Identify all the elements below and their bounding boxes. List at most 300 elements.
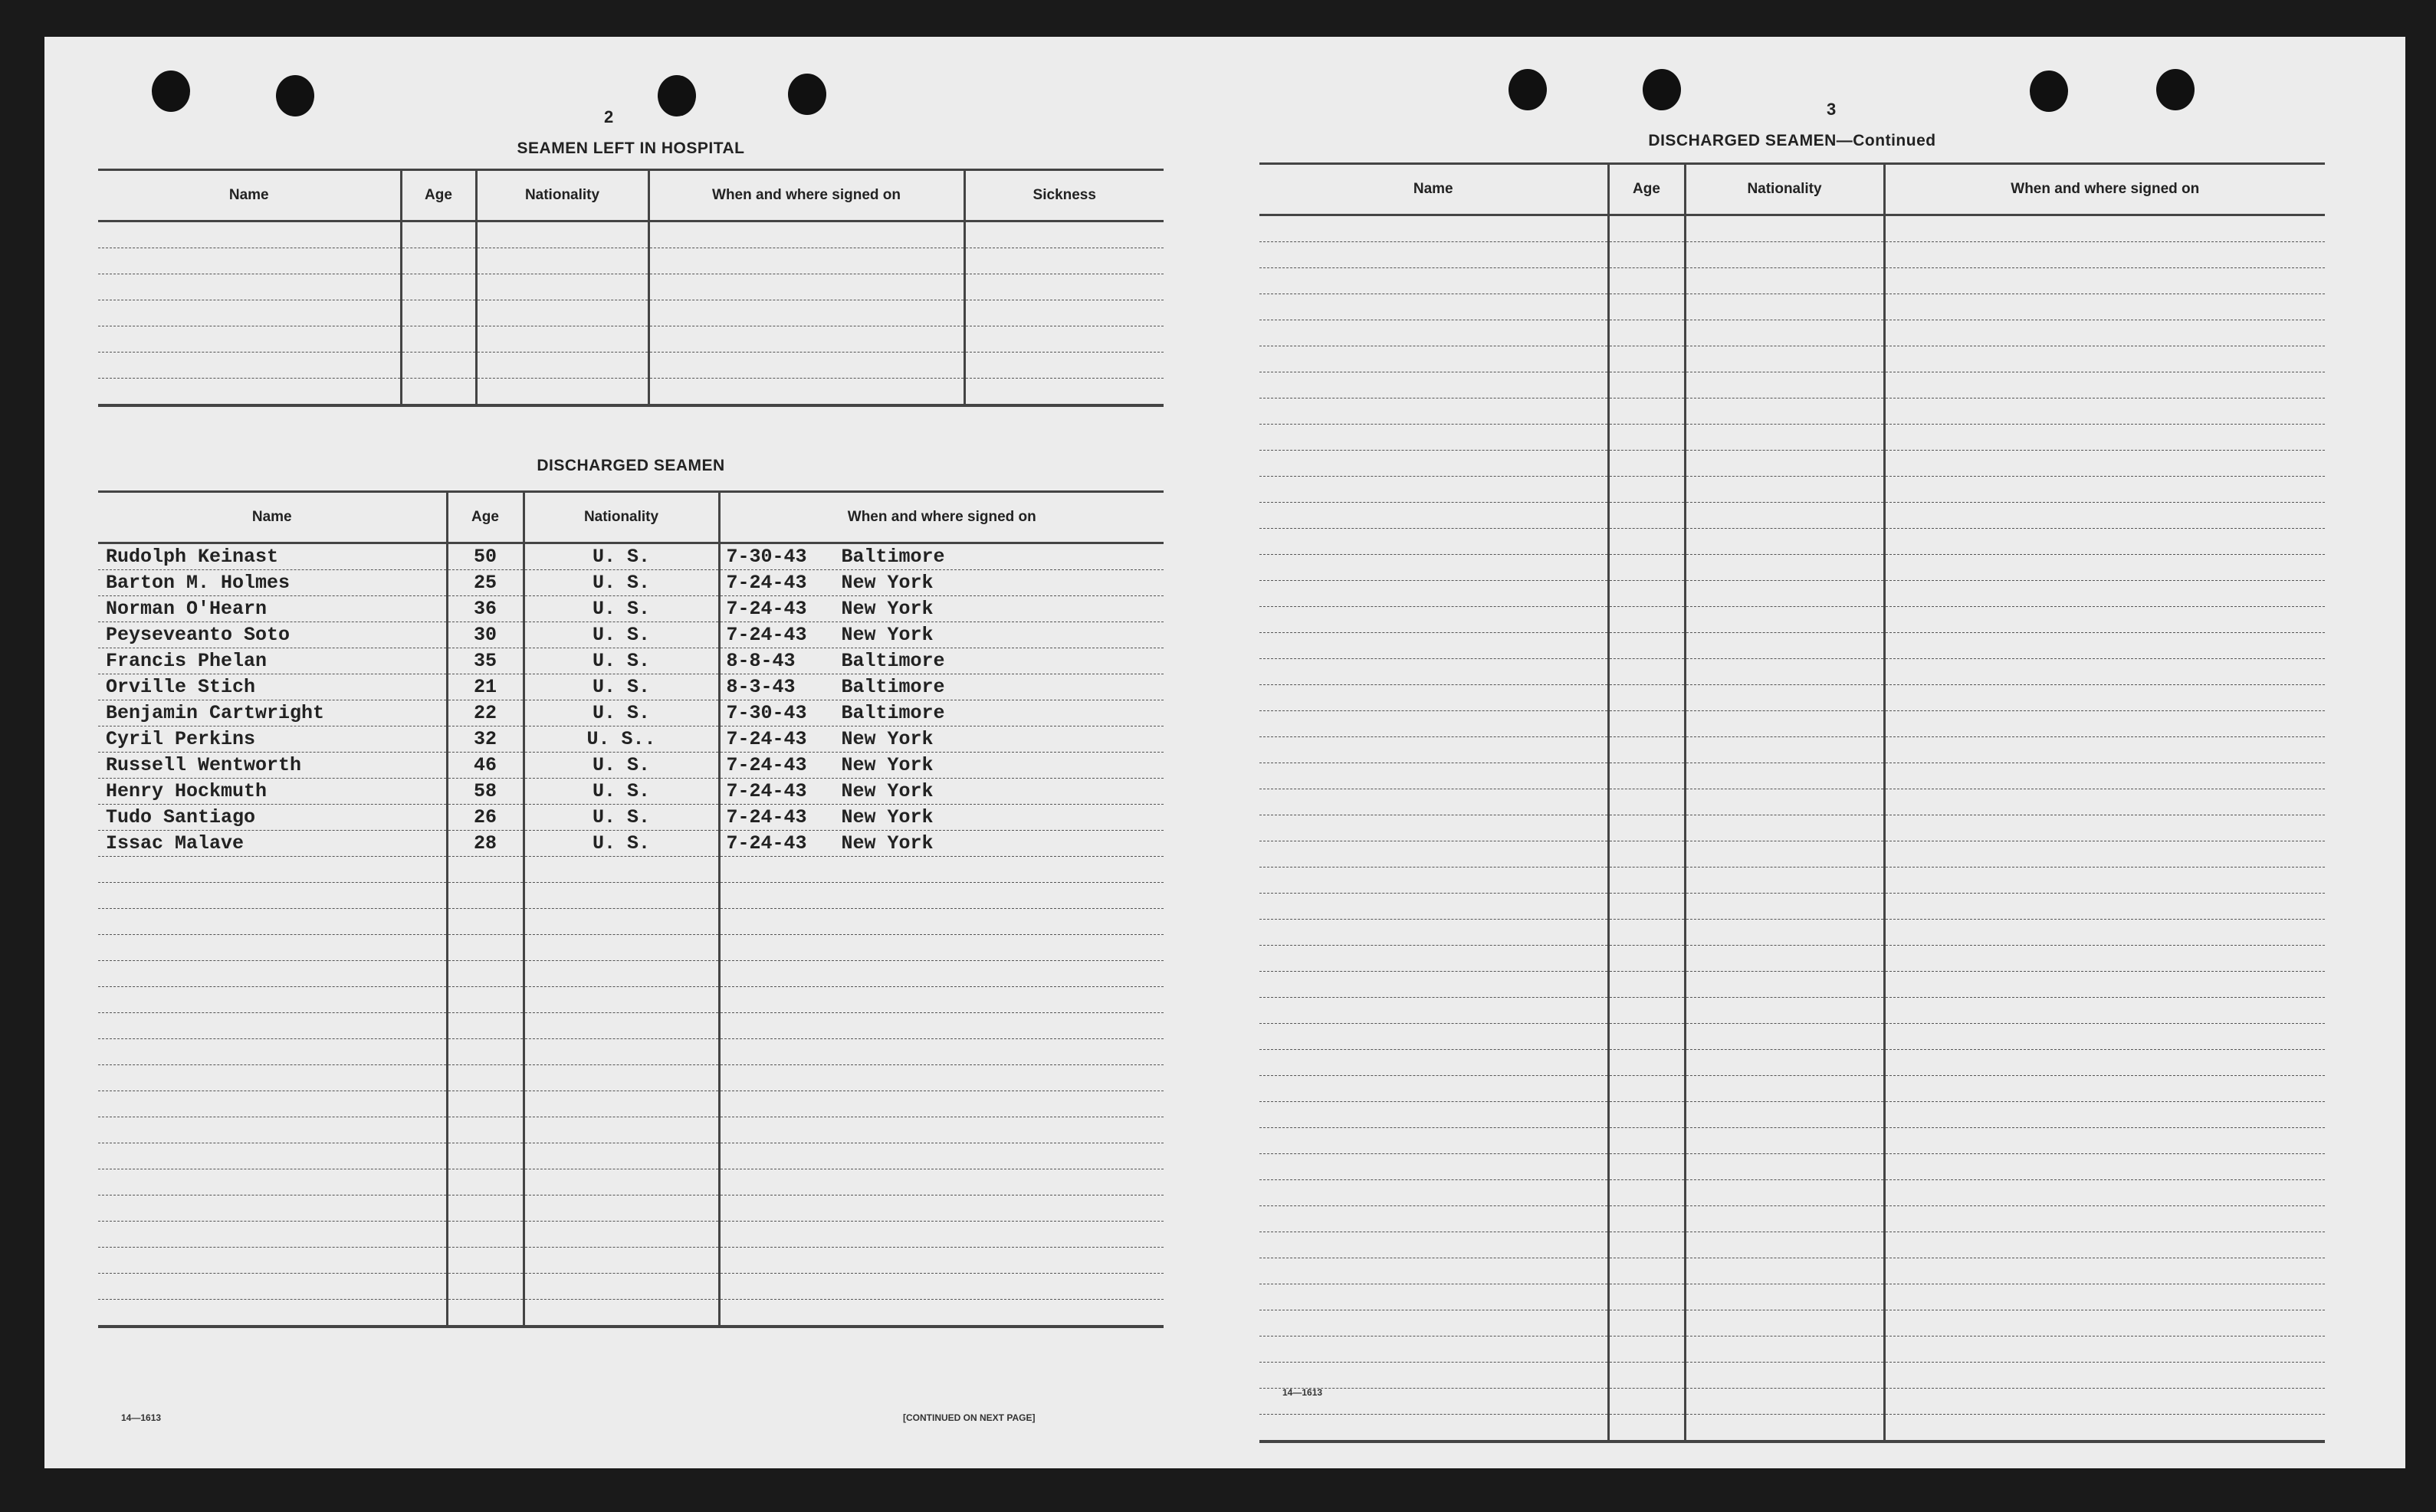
seaman-nationality bbox=[524, 909, 719, 935]
signed-on-date: 7-24-43 bbox=[726, 728, 807, 750]
seaman-name bbox=[98, 1065, 447, 1091]
table-row bbox=[98, 1065, 1164, 1091]
table-cell bbox=[1608, 1337, 1685, 1363]
table-row bbox=[1259, 215, 2325, 242]
table-cell bbox=[1259, 841, 1608, 868]
table-cell bbox=[1884, 1337, 2325, 1363]
table-cell bbox=[1259, 372, 1608, 398]
seaman-age bbox=[447, 1274, 524, 1300]
table-cell bbox=[648, 248, 964, 274]
col-header-nationality: Nationality bbox=[524, 492, 719, 543]
seaman-name bbox=[98, 1169, 447, 1195]
table-cell bbox=[401, 379, 476, 406]
table-cell bbox=[1884, 1284, 2325, 1310]
table-cell bbox=[98, 274, 401, 300]
seaman-age bbox=[447, 1300, 524, 1327]
seaman-signed-on bbox=[719, 1248, 1164, 1274]
table-row bbox=[98, 779, 1164, 805]
table-cell bbox=[1608, 477, 1685, 503]
table-row bbox=[1259, 1337, 2325, 1363]
signed-on-place: New York bbox=[841, 754, 934, 776]
signed-on-date: 8-3-43 bbox=[726, 676, 796, 698]
table-cell bbox=[1259, 737, 1608, 763]
table-cell bbox=[1884, 972, 2325, 998]
table-row bbox=[98, 831, 1164, 857]
table-cell bbox=[1685, 1337, 1884, 1363]
seaman-nationality bbox=[524, 1248, 719, 1274]
seaman-age bbox=[447, 935, 524, 961]
seaman-age: 35 bbox=[447, 648, 524, 674]
table-cell bbox=[1685, 581, 1884, 607]
seaman-nationality bbox=[524, 857, 719, 883]
table-cell bbox=[1259, 789, 1608, 815]
table-cell bbox=[401, 353, 476, 379]
table-cell bbox=[1259, 242, 1608, 268]
hospital-table bbox=[98, 169, 1164, 407]
table-cell bbox=[1259, 1180, 1608, 1206]
table-cell bbox=[1884, 1076, 2325, 1102]
seaman-nationality bbox=[524, 1195, 719, 1222]
seaman-signed-on bbox=[719, 935, 1164, 961]
table-cell bbox=[1884, 1024, 2325, 1050]
table-cell bbox=[1884, 1258, 2325, 1284]
table-cell bbox=[1608, 1180, 1685, 1206]
seaman-signed-on bbox=[719, 700, 1164, 726]
table-cell bbox=[1608, 1363, 1685, 1389]
table-row bbox=[98, 987, 1164, 1013]
table-row bbox=[98, 274, 1164, 300]
table-cell bbox=[98, 221, 401, 248]
table-row bbox=[98, 674, 1164, 700]
discharged-continued-table bbox=[1259, 162, 2325, 1443]
col-header-age: Age bbox=[1608, 164, 1685, 215]
table-cell bbox=[648, 221, 964, 248]
seaman-age bbox=[447, 1248, 524, 1274]
table-cell bbox=[1608, 737, 1685, 763]
seaman-signed-on bbox=[719, 648, 1164, 674]
hospital-section-title: SEAMEN LEFT IN HOSPITAL bbox=[517, 139, 745, 157]
table-row bbox=[1259, 998, 2325, 1024]
table-cell bbox=[1259, 529, 1608, 555]
seaman-signed-on bbox=[719, 883, 1164, 909]
table-cell bbox=[1608, 1389, 1685, 1415]
table-cell bbox=[1259, 685, 1608, 711]
table-row bbox=[1259, 1180, 2325, 1206]
table-cell bbox=[1884, 763, 2325, 789]
table-row bbox=[1259, 737, 2325, 763]
table-row bbox=[1259, 1284, 2325, 1310]
table-cell bbox=[1884, 372, 2325, 398]
table-cell bbox=[1884, 841, 2325, 868]
seaman-age: 50 bbox=[447, 543, 524, 570]
table-cell bbox=[1685, 633, 1884, 659]
table-cell bbox=[1608, 841, 1685, 868]
table-row bbox=[98, 622, 1164, 648]
seaman-name bbox=[98, 883, 447, 909]
table-cell bbox=[1259, 503, 1608, 529]
table-row bbox=[1259, 633, 2325, 659]
table-row bbox=[98, 353, 1164, 379]
table-cell bbox=[1685, 346, 1884, 372]
seaman-name bbox=[98, 1143, 447, 1169]
table-cell bbox=[964, 248, 1164, 274]
table-cell bbox=[1259, 425, 1608, 451]
table-cell bbox=[1259, 1258, 1608, 1284]
table-cell bbox=[401, 326, 476, 353]
table-cell bbox=[1259, 920, 1608, 946]
seaman-name bbox=[98, 1248, 447, 1274]
table-row bbox=[98, 857, 1164, 883]
seaman-nationality bbox=[524, 1169, 719, 1195]
table-cell bbox=[964, 300, 1164, 326]
table-row bbox=[98, 1039, 1164, 1065]
table-cell bbox=[1884, 215, 2325, 242]
table-cell bbox=[1685, 1363, 1884, 1389]
col-header-age: Age bbox=[401, 170, 476, 221]
seaman-name bbox=[98, 1274, 447, 1300]
table-row bbox=[1259, 320, 2325, 346]
table-cell bbox=[1884, 659, 2325, 685]
table-cell bbox=[1685, 998, 1884, 1024]
signed-on-place: Baltimore bbox=[841, 702, 945, 724]
seaman-age: 36 bbox=[447, 596, 524, 622]
seaman-name bbox=[98, 961, 447, 987]
table-cell bbox=[1608, 320, 1685, 346]
table-cell bbox=[1685, 320, 1884, 346]
table-cell bbox=[1259, 1232, 1608, 1258]
signed-on-date: 7-24-43 bbox=[726, 572, 807, 594]
table-cell bbox=[1884, 1389, 2325, 1415]
table-cell bbox=[1685, 711, 1884, 737]
table-row bbox=[1259, 1076, 2325, 1102]
seaman-nationality bbox=[524, 1117, 719, 1143]
table-cell bbox=[1259, 659, 1608, 685]
table-cell bbox=[1685, 1389, 1884, 1415]
table-cell bbox=[476, 353, 648, 379]
seaman-age bbox=[447, 857, 524, 883]
seaman-nationality: U. S. bbox=[524, 648, 719, 674]
signed-on-place: Baltimore bbox=[841, 676, 945, 698]
seaman-nationality bbox=[524, 1143, 719, 1169]
continued-note: [CONTINUED ON NEXT PAGE] bbox=[903, 1412, 1036, 1423]
table-row bbox=[98, 248, 1164, 274]
table-cell bbox=[1884, 1180, 2325, 1206]
table-cell bbox=[1608, 998, 1685, 1024]
table-cell bbox=[1608, 1284, 1685, 1310]
table-cell bbox=[1685, 529, 1884, 555]
table-row bbox=[98, 1143, 1164, 1169]
table-cell bbox=[1608, 215, 1685, 242]
table-cell bbox=[401, 221, 476, 248]
punch-hole bbox=[276, 75, 314, 116]
table-row bbox=[98, 379, 1164, 406]
signed-on-date: 7-24-43 bbox=[726, 780, 807, 802]
punch-hole bbox=[658, 75, 696, 116]
table-row bbox=[1259, 294, 2325, 320]
table-row bbox=[1259, 1258, 2325, 1284]
table-cell bbox=[1608, 294, 1685, 320]
table-cell bbox=[1685, 242, 1884, 268]
table-row bbox=[1259, 1128, 2325, 1154]
table-row bbox=[98, 326, 1164, 353]
col-header-nationality: Nationality bbox=[1685, 164, 1884, 215]
table-row bbox=[1259, 555, 2325, 581]
table-row bbox=[1259, 972, 2325, 998]
table-row bbox=[98, 1117, 1164, 1143]
seaman-signed-on bbox=[719, 857, 1164, 883]
form-number: 14—1613 bbox=[1282, 1387, 1323, 1398]
seaman-signed-on bbox=[719, 805, 1164, 831]
punch-hole bbox=[788, 74, 826, 115]
table-cell bbox=[1608, 1024, 1685, 1050]
seaman-name: Peyseveanto Soto bbox=[98, 622, 447, 648]
table-cell bbox=[98, 353, 401, 379]
table-row bbox=[98, 883, 1164, 909]
table-cell bbox=[1259, 1206, 1608, 1232]
table-cell bbox=[1259, 268, 1608, 294]
seaman-name bbox=[98, 1091, 447, 1117]
table-row bbox=[1259, 607, 2325, 633]
seaman-name: Benjamin Cartwright bbox=[98, 700, 447, 726]
table-cell bbox=[1259, 711, 1608, 737]
seaman-age bbox=[447, 1013, 524, 1039]
seaman-nationality bbox=[524, 883, 719, 909]
table-row bbox=[1259, 1050, 2325, 1076]
punch-hole bbox=[152, 71, 190, 112]
seaman-nationality: U. S. bbox=[524, 805, 719, 831]
table-cell bbox=[401, 274, 476, 300]
table-cell bbox=[1608, 1415, 1685, 1442]
table-cell bbox=[1685, 1284, 1884, 1310]
seaman-age bbox=[447, 1169, 524, 1195]
seaman-age: 46 bbox=[447, 753, 524, 779]
seaman-nationality: U. S. bbox=[524, 753, 719, 779]
table-cell bbox=[1608, 1206, 1685, 1232]
table-cell bbox=[1259, 763, 1608, 789]
table-cell bbox=[98, 248, 401, 274]
table-row bbox=[1259, 894, 2325, 920]
seaman-age: 21 bbox=[447, 674, 524, 700]
table-cell bbox=[1884, 737, 2325, 763]
table-cell bbox=[1884, 1206, 2325, 1232]
table-cell bbox=[1608, 346, 1685, 372]
table-row bbox=[1259, 946, 2325, 972]
seaman-age: 30 bbox=[447, 622, 524, 648]
seaman-age: 58 bbox=[447, 779, 524, 805]
table-cell bbox=[1685, 425, 1884, 451]
table-cell bbox=[1884, 1363, 2325, 1389]
table-cell bbox=[1884, 789, 2325, 815]
seaman-name: Henry Hockmuth bbox=[98, 779, 447, 805]
table-row bbox=[1259, 581, 2325, 607]
table-row bbox=[1259, 425, 2325, 451]
seaman-signed-on bbox=[719, 831, 1164, 857]
seaman-nationality: U. S. bbox=[524, 622, 719, 648]
table-cell bbox=[1685, 1076, 1884, 1102]
table-cell bbox=[1608, 868, 1685, 894]
table-row bbox=[1259, 659, 2325, 685]
table-row bbox=[98, 1222, 1164, 1248]
table-cell bbox=[964, 221, 1164, 248]
seaman-nationality: U. S. bbox=[524, 570, 719, 596]
table-cell bbox=[476, 248, 648, 274]
table-cell bbox=[1259, 633, 1608, 659]
table-row bbox=[1259, 1363, 2325, 1389]
signed-on-place: New York bbox=[841, 598, 934, 620]
signed-on-date: 7-24-43 bbox=[726, 806, 807, 828]
table-cell bbox=[1685, 398, 1884, 425]
seaman-name bbox=[98, 987, 447, 1013]
table-cell bbox=[1608, 763, 1685, 789]
table-cell bbox=[1884, 529, 2325, 555]
table-cell bbox=[1685, 607, 1884, 633]
seaman-name: Barton M. Holmes bbox=[98, 570, 447, 596]
table-row bbox=[98, 221, 1164, 248]
table-cell bbox=[1884, 685, 2325, 711]
seaman-age bbox=[447, 1195, 524, 1222]
seaman-signed-on bbox=[719, 1274, 1164, 1300]
table-cell bbox=[1259, 1284, 1608, 1310]
seaman-signed-on bbox=[719, 622, 1164, 648]
table-cell bbox=[1608, 268, 1685, 294]
signed-on-date: 7-30-43 bbox=[726, 702, 807, 724]
table-cell bbox=[1608, 659, 1685, 685]
table-cell bbox=[1259, 320, 1608, 346]
seaman-signed-on bbox=[719, 1117, 1164, 1143]
table-cell bbox=[1685, 294, 1884, 320]
table-cell bbox=[1685, 215, 1884, 242]
col-header-when-where: When and where signed on bbox=[1884, 164, 2325, 215]
seaman-nationality bbox=[524, 961, 719, 987]
table-cell bbox=[1608, 1258, 1685, 1284]
table-cell bbox=[1884, 1310, 2325, 1337]
table-cell bbox=[1685, 868, 1884, 894]
form-number: 14—1613 bbox=[121, 1412, 162, 1423]
table-cell bbox=[1259, 815, 1608, 841]
table-row bbox=[1259, 1232, 2325, 1258]
table-row bbox=[98, 805, 1164, 831]
table-cell bbox=[1685, 815, 1884, 841]
seaman-signed-on bbox=[719, 1143, 1164, 1169]
table-cell bbox=[1259, 894, 1608, 920]
table-cell bbox=[401, 248, 476, 274]
table-row bbox=[1259, 763, 2325, 789]
col-header-name: Name bbox=[1259, 164, 1608, 215]
table-cell bbox=[1608, 972, 1685, 998]
table-cell bbox=[1884, 633, 2325, 659]
seaman-nationality bbox=[524, 1274, 719, 1300]
table-cell bbox=[1608, 1050, 1685, 1076]
seaman-nationality bbox=[524, 1065, 719, 1091]
seaman-signed-on bbox=[719, 1065, 1164, 1091]
seaman-signed-on bbox=[719, 961, 1164, 987]
table-cell bbox=[1884, 1154, 2325, 1180]
seaman-age bbox=[447, 883, 524, 909]
table-row bbox=[1259, 1024, 2325, 1050]
table-cell bbox=[1259, 346, 1608, 372]
table-row bbox=[98, 1248, 1164, 1274]
table-cell bbox=[1608, 946, 1685, 972]
table-cell bbox=[1884, 346, 2325, 372]
table-row bbox=[1259, 503, 2325, 529]
signed-on-date: 8-8-43 bbox=[726, 650, 796, 672]
table-cell bbox=[1259, 1128, 1608, 1154]
seaman-signed-on bbox=[719, 674, 1164, 700]
seaman-name: Tudo Santiago bbox=[98, 805, 447, 831]
seaman-name: Cyril Perkins bbox=[98, 726, 447, 753]
table-row bbox=[98, 1013, 1164, 1039]
table-cell bbox=[1685, 763, 1884, 789]
table-cell bbox=[1608, 920, 1685, 946]
table-cell bbox=[1884, 1415, 2325, 1442]
table-cell bbox=[1608, 1232, 1685, 1258]
seaman-age: 25 bbox=[447, 570, 524, 596]
signed-on-date: 7-30-43 bbox=[726, 546, 807, 568]
seaman-name bbox=[98, 909, 447, 935]
table-row bbox=[1259, 1154, 2325, 1180]
seaman-signed-on bbox=[719, 753, 1164, 779]
table-cell bbox=[1259, 868, 1608, 894]
seaman-nationality: U. S.. bbox=[524, 726, 719, 753]
seaman-name bbox=[98, 1013, 447, 1039]
table-row bbox=[1259, 372, 2325, 398]
seaman-nationality: U. S. bbox=[524, 831, 719, 857]
seaman-age bbox=[447, 961, 524, 987]
table-cell bbox=[1884, 607, 2325, 633]
table-cell bbox=[1259, 946, 1608, 972]
seaman-signed-on bbox=[719, 726, 1164, 753]
table-cell bbox=[1608, 894, 1685, 920]
seaman-name: Issac Malave bbox=[98, 831, 447, 857]
table-row bbox=[1259, 711, 2325, 737]
table-row bbox=[98, 648, 1164, 674]
table-row bbox=[98, 1091, 1164, 1117]
seaman-name bbox=[98, 1117, 447, 1143]
table-cell bbox=[1608, 1310, 1685, 1337]
page-number: 2 bbox=[604, 107, 614, 126]
table-cell bbox=[1259, 607, 1608, 633]
table-cell bbox=[648, 274, 964, 300]
table-cell bbox=[1259, 1024, 1608, 1050]
seaman-name bbox=[98, 1300, 447, 1327]
table-cell bbox=[1685, 920, 1884, 946]
table-cell bbox=[1259, 398, 1608, 425]
seaman-nationality: U. S. bbox=[524, 543, 719, 570]
col-header-when-where: When and where signed on bbox=[648, 170, 964, 221]
table-cell bbox=[1608, 1076, 1685, 1102]
table-cell bbox=[1685, 503, 1884, 529]
signed-on-place: Baltimore bbox=[841, 546, 945, 568]
table-cell bbox=[1884, 268, 2325, 294]
seaman-age bbox=[447, 909, 524, 935]
table-cell bbox=[1685, 894, 1884, 920]
seaman-signed-on bbox=[719, 596, 1164, 622]
table-cell bbox=[1608, 607, 1685, 633]
table-cell bbox=[1685, 555, 1884, 581]
table-cell bbox=[1685, 789, 1884, 815]
seaman-nationality bbox=[524, 1091, 719, 1117]
table-cell bbox=[401, 300, 476, 326]
table-cell bbox=[1259, 581, 1608, 607]
punch-hole bbox=[1509, 69, 1547, 110]
table-row bbox=[1259, 242, 2325, 268]
table-row bbox=[1259, 685, 2325, 711]
table-cell bbox=[1259, 1050, 1608, 1076]
seaman-age bbox=[447, 1222, 524, 1248]
table-cell bbox=[1884, 451, 2325, 477]
seaman-age bbox=[447, 987, 524, 1013]
seaman-signed-on bbox=[719, 987, 1164, 1013]
